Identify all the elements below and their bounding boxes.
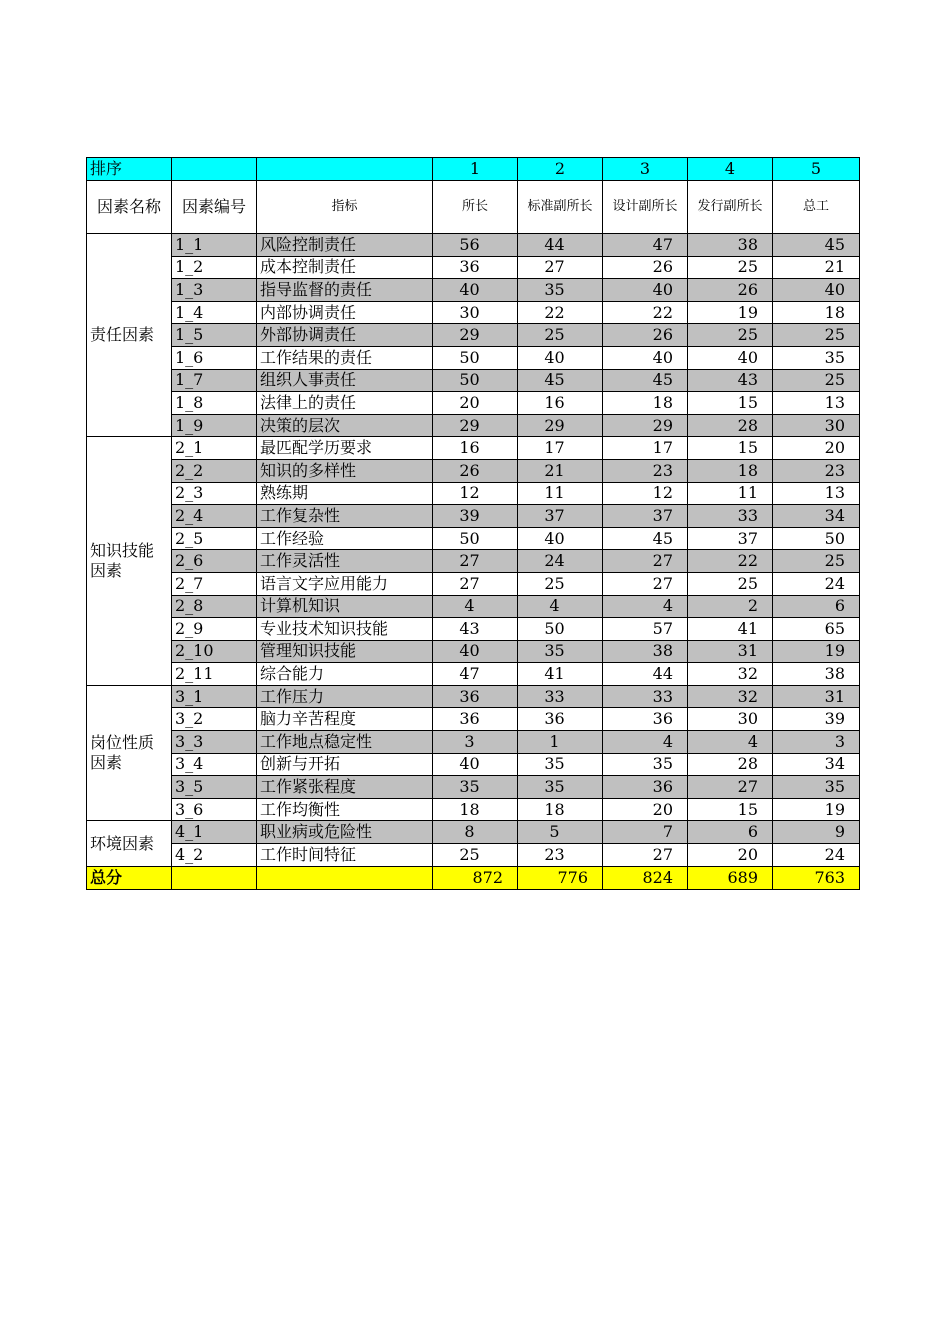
score-cell: 2 xyxy=(688,595,773,618)
table-row xyxy=(87,437,860,460)
indicator-name: 指导监督的责任 xyxy=(257,279,433,302)
score-cell: 22 xyxy=(518,301,603,324)
table-row xyxy=(87,505,860,528)
score-cell: 23 xyxy=(518,844,603,867)
score-cell: 36 xyxy=(433,708,518,731)
score-cell: 6 xyxy=(688,821,773,844)
total-value: 872 xyxy=(433,866,518,889)
score-cell: 30 xyxy=(773,414,860,437)
total-value: 763 xyxy=(773,866,860,889)
factor-code: 2_6 xyxy=(172,550,257,573)
score-cell: 33 xyxy=(518,685,603,708)
indicator-name: 工作紧张程度 xyxy=(257,776,433,799)
score-cell: 28 xyxy=(688,414,773,437)
factor-code: 3_4 xyxy=(172,753,257,776)
indicator-name: 职业病或危险性 xyxy=(257,821,433,844)
factor-code: 1_5 xyxy=(172,324,257,347)
indicator-name: 外部协调责任 xyxy=(257,324,433,347)
rank-number: 4 xyxy=(688,158,773,181)
column-header-row xyxy=(87,181,860,234)
factor-code: 3_1 xyxy=(172,685,257,708)
score-cell: 26 xyxy=(603,324,688,347)
score-cell: 35 xyxy=(518,279,603,302)
factor-group-name: 环境因素 xyxy=(87,821,172,866)
table-row xyxy=(87,640,860,663)
empty-cell xyxy=(257,158,433,181)
table-row xyxy=(87,708,860,731)
factor-code: 1_8 xyxy=(172,392,257,415)
score-cell: 4 xyxy=(688,731,773,754)
indicator-name: 工作压力 xyxy=(257,685,433,708)
score-cell: 36 xyxy=(433,256,518,279)
table-row xyxy=(87,324,860,347)
score-cell: 36 xyxy=(518,708,603,731)
score-cell: 27 xyxy=(688,776,773,799)
sort-label: 排序 xyxy=(87,158,172,181)
score-cell: 25 xyxy=(518,324,603,347)
score-cell: 57 xyxy=(603,618,688,641)
indicator-name: 组织人事责任 xyxy=(257,369,433,392)
factor-code: 1_3 xyxy=(172,279,257,302)
score-cell: 40 xyxy=(433,640,518,663)
score-cell: 40 xyxy=(603,346,688,369)
table-row xyxy=(87,595,860,618)
score-cell: 20 xyxy=(603,798,688,821)
score-cell: 50 xyxy=(518,618,603,641)
job-evaluation-table xyxy=(86,157,860,890)
score-cell: 13 xyxy=(773,392,860,415)
score-cell: 18 xyxy=(518,798,603,821)
factor-code: 1_6 xyxy=(172,346,257,369)
indicator-name: 工作地点稳定性 xyxy=(257,731,433,754)
score-cell: 4 xyxy=(433,595,518,618)
total-row xyxy=(87,866,860,889)
score-cell: 5 xyxy=(518,821,603,844)
score-cell: 36 xyxy=(603,776,688,799)
position-header: 设计副所长 xyxy=(603,181,688,234)
score-cell: 45 xyxy=(773,234,860,257)
score-cell: 17 xyxy=(518,437,603,460)
score-cell: 7 xyxy=(603,821,688,844)
score-cell: 44 xyxy=(518,234,603,257)
score-cell: 40 xyxy=(688,346,773,369)
position-header: 所长 xyxy=(433,181,518,234)
score-cell: 38 xyxy=(773,663,860,686)
score-cell: 32 xyxy=(688,685,773,708)
score-cell: 45 xyxy=(603,369,688,392)
factor-group-name: 知识技能因素 xyxy=(87,437,172,686)
score-cell: 22 xyxy=(603,301,688,324)
indicator-name: 工作均衡性 xyxy=(257,798,433,821)
factor-code: 3_6 xyxy=(172,798,257,821)
rank-number: 3 xyxy=(603,158,688,181)
sort-header-row xyxy=(87,158,860,181)
score-cell: 29 xyxy=(518,414,603,437)
score-cell: 33 xyxy=(603,685,688,708)
factor-code: 1_7 xyxy=(172,369,257,392)
score-cell: 56 xyxy=(433,234,518,257)
indicator-name: 法律上的责任 xyxy=(257,392,433,415)
score-cell: 45 xyxy=(518,369,603,392)
score-cell: 40 xyxy=(773,279,860,302)
factor-code: 3_2 xyxy=(172,708,257,731)
score-cell: 40 xyxy=(433,753,518,776)
factor-code: 2_3 xyxy=(172,482,257,505)
table-row xyxy=(87,482,860,505)
score-cell: 39 xyxy=(433,505,518,528)
factor-code: 2_1 xyxy=(172,437,257,460)
score-cell: 25 xyxy=(688,324,773,347)
score-cell: 43 xyxy=(433,618,518,641)
score-cell: 18 xyxy=(433,798,518,821)
score-cell: 21 xyxy=(518,459,603,482)
score-cell: 36 xyxy=(433,685,518,708)
score-cell: 24 xyxy=(773,844,860,867)
indicator-name: 工作时间特征 xyxy=(257,844,433,867)
indicator-name: 创新与开拓 xyxy=(257,753,433,776)
factor-code: 4_2 xyxy=(172,844,257,867)
score-cell: 16 xyxy=(518,392,603,415)
rank-number: 1 xyxy=(433,158,518,181)
table-row xyxy=(87,527,860,550)
table-row xyxy=(87,346,860,369)
factor-code: 1_9 xyxy=(172,414,257,437)
score-cell: 30 xyxy=(688,708,773,731)
score-cell: 45 xyxy=(603,527,688,550)
score-cell: 18 xyxy=(688,459,773,482)
score-cell: 25 xyxy=(773,324,860,347)
score-cell: 11 xyxy=(518,482,603,505)
score-cell: 17 xyxy=(603,437,688,460)
score-cell: 29 xyxy=(603,414,688,437)
score-cell: 4 xyxy=(603,731,688,754)
score-cell: 40 xyxy=(433,279,518,302)
table-row xyxy=(87,459,860,482)
total-value: 689 xyxy=(688,866,773,889)
score-cell: 23 xyxy=(773,459,860,482)
table-row xyxy=(87,798,860,821)
score-cell: 19 xyxy=(773,640,860,663)
factor-code: 4_1 xyxy=(172,821,257,844)
table-row xyxy=(87,392,860,415)
score-cell: 3 xyxy=(433,731,518,754)
indicator-name: 专业技术知识技能 xyxy=(257,618,433,641)
indicator-name: 工作复杂性 xyxy=(257,505,433,528)
table-row xyxy=(87,279,860,302)
score-cell: 19 xyxy=(773,798,860,821)
score-cell: 27 xyxy=(603,844,688,867)
table-row xyxy=(87,821,860,844)
score-cell: 40 xyxy=(603,279,688,302)
table-row xyxy=(87,618,860,641)
score-cell: 29 xyxy=(433,414,518,437)
table-row xyxy=(87,685,860,708)
indicator-name: 成本控制责任 xyxy=(257,256,433,279)
score-cell: 50 xyxy=(433,346,518,369)
score-cell: 25 xyxy=(688,256,773,279)
score-cell: 12 xyxy=(433,482,518,505)
empty-cell xyxy=(172,866,257,889)
score-cell: 25 xyxy=(518,572,603,595)
score-cell: 27 xyxy=(603,572,688,595)
score-cell: 22 xyxy=(688,550,773,573)
score-cell: 16 xyxy=(433,437,518,460)
score-cell: 20 xyxy=(688,844,773,867)
score-cell: 35 xyxy=(603,753,688,776)
score-cell: 37 xyxy=(688,527,773,550)
score-cell: 41 xyxy=(518,663,603,686)
table-row xyxy=(87,572,860,595)
table-row xyxy=(87,753,860,776)
score-cell: 36 xyxy=(603,708,688,731)
score-cell: 47 xyxy=(433,663,518,686)
indicator-name: 综合能力 xyxy=(257,663,433,686)
total-value: 776 xyxy=(518,866,603,889)
score-cell: 47 xyxy=(603,234,688,257)
score-cell: 32 xyxy=(688,663,773,686)
rank-number: 5 xyxy=(773,158,860,181)
score-cell: 27 xyxy=(433,550,518,573)
factor-name-header: 因素名称 xyxy=(87,181,172,234)
score-cell: 1 xyxy=(518,731,603,754)
score-cell: 65 xyxy=(773,618,860,641)
table-row xyxy=(87,414,860,437)
factor-code: 2_8 xyxy=(172,595,257,618)
score-cell: 6 xyxy=(773,595,860,618)
table-row xyxy=(87,550,860,573)
score-cell: 20 xyxy=(433,392,518,415)
score-cell: 12 xyxy=(603,482,688,505)
score-cell: 15 xyxy=(688,392,773,415)
score-cell: 15 xyxy=(688,798,773,821)
score-cell: 11 xyxy=(688,482,773,505)
table-row xyxy=(87,369,860,392)
factor-code: 1_4 xyxy=(172,301,257,324)
score-cell: 4 xyxy=(518,595,603,618)
indicator-name: 最匹配学历要求 xyxy=(257,437,433,460)
score-cell: 33 xyxy=(688,505,773,528)
score-cell: 25 xyxy=(773,550,860,573)
score-cell: 35 xyxy=(433,776,518,799)
indicator-name: 决策的层次 xyxy=(257,414,433,437)
score-cell: 25 xyxy=(433,844,518,867)
score-cell: 35 xyxy=(518,776,603,799)
score-cell: 50 xyxy=(773,527,860,550)
score-cell: 27 xyxy=(433,572,518,595)
score-cell: 35 xyxy=(518,753,603,776)
factor-group-name: 责任因素 xyxy=(87,234,172,437)
score-cell: 31 xyxy=(688,640,773,663)
indicator-name: 内部协调责任 xyxy=(257,301,433,324)
score-cell: 19 xyxy=(688,301,773,324)
position-header: 发行副所长 xyxy=(688,181,773,234)
score-cell: 26 xyxy=(603,256,688,279)
table-row xyxy=(87,234,860,257)
factor-code: 1_2 xyxy=(172,256,257,279)
table-row xyxy=(87,731,860,754)
table-row xyxy=(87,844,860,867)
empty-cell xyxy=(257,866,433,889)
score-cell: 38 xyxy=(688,234,773,257)
empty-cell xyxy=(172,158,257,181)
score-cell: 13 xyxy=(773,482,860,505)
score-cell: 18 xyxy=(603,392,688,415)
factor-code: 2_7 xyxy=(172,572,257,595)
score-cell: 38 xyxy=(603,640,688,663)
score-cell: 27 xyxy=(518,256,603,279)
indicator-header: 指标 xyxy=(257,181,433,234)
score-cell: 41 xyxy=(688,618,773,641)
factor-code: 3_5 xyxy=(172,776,257,799)
score-cell: 24 xyxy=(518,550,603,573)
score-cell: 40 xyxy=(518,527,603,550)
score-cell: 39 xyxy=(773,708,860,731)
factor-code: 2_10 xyxy=(172,640,257,663)
score-cell: 21 xyxy=(773,256,860,279)
rank-number: 2 xyxy=(518,158,603,181)
score-cell: 28 xyxy=(688,753,773,776)
indicator-name: 计算机知识 xyxy=(257,595,433,618)
score-cell: 44 xyxy=(603,663,688,686)
table-row xyxy=(87,256,860,279)
indicator-name: 知识的多样性 xyxy=(257,459,433,482)
score-cell: 34 xyxy=(773,753,860,776)
factor-code-header: 因素编号 xyxy=(172,181,257,234)
table-row xyxy=(87,663,860,686)
position-header: 总工 xyxy=(773,181,860,234)
score-cell: 35 xyxy=(773,346,860,369)
score-cell: 3 xyxy=(773,731,860,754)
score-cell: 26 xyxy=(433,459,518,482)
score-cell: 26 xyxy=(688,279,773,302)
indicator-name: 熟练期 xyxy=(257,482,433,505)
score-cell: 18 xyxy=(773,301,860,324)
score-cell: 50 xyxy=(433,369,518,392)
score-cell: 23 xyxy=(603,459,688,482)
factor-code: 2_4 xyxy=(172,505,257,528)
position-header: 标准副所长 xyxy=(518,181,603,234)
score-cell: 29 xyxy=(433,324,518,347)
score-cell: 31 xyxy=(773,685,860,708)
factor-group-name: 岗位性质因素 xyxy=(87,685,172,821)
indicator-name: 工作经验 xyxy=(257,527,433,550)
indicator-name: 工作灵活性 xyxy=(257,550,433,573)
score-cell: 37 xyxy=(518,505,603,528)
score-cell: 40 xyxy=(518,346,603,369)
score-cell: 15 xyxy=(688,437,773,460)
factor-code: 2_5 xyxy=(172,527,257,550)
score-cell: 25 xyxy=(688,572,773,595)
score-cell: 27 xyxy=(603,550,688,573)
score-cell: 37 xyxy=(603,505,688,528)
indicator-name: 工作结果的责任 xyxy=(257,346,433,369)
factor-code: 2_11 xyxy=(172,663,257,686)
indicator-name: 风险控制责任 xyxy=(257,234,433,257)
indicator-name: 语言文字应用能力 xyxy=(257,572,433,595)
score-cell: 9 xyxy=(773,821,860,844)
indicator-name: 管理知识技能 xyxy=(257,640,433,663)
table-row xyxy=(87,776,860,799)
total-value: 824 xyxy=(603,866,688,889)
total-label: 总分 xyxy=(87,866,172,889)
score-cell: 50 xyxy=(433,527,518,550)
score-cell: 35 xyxy=(773,776,860,799)
score-cell: 24 xyxy=(773,572,860,595)
table-row xyxy=(87,301,860,324)
score-cell: 43 xyxy=(688,369,773,392)
score-cell: 35 xyxy=(518,640,603,663)
score-cell: 20 xyxy=(773,437,860,460)
score-cell: 4 xyxy=(603,595,688,618)
score-cell: 25 xyxy=(773,369,860,392)
score-cell: 8 xyxy=(433,821,518,844)
score-cell: 34 xyxy=(773,505,860,528)
score-cell: 30 xyxy=(433,301,518,324)
factor-code: 1_1 xyxy=(172,234,257,257)
factor-code: 3_3 xyxy=(172,731,257,754)
factor-code: 2_9 xyxy=(172,618,257,641)
indicator-name: 脑力辛苦程度 xyxy=(257,708,433,731)
factor-code: 2_2 xyxy=(172,459,257,482)
